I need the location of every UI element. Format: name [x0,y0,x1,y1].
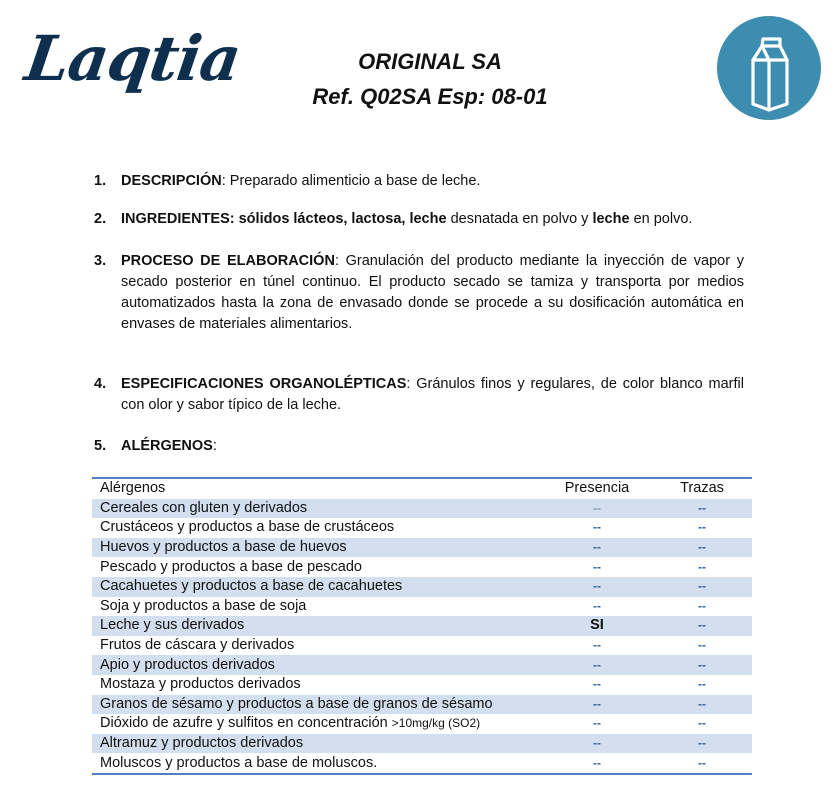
section-title: ALÉRGENOS [121,438,213,454]
presence-value: -- [542,577,652,597]
presence-value: -- [542,538,652,558]
table-row [92,675,752,695]
section-title: DESCRIPCIÓN [121,173,222,189]
table-row [92,538,752,558]
table-row [92,577,752,597]
traces-value: -- [652,538,752,558]
table-row [92,557,752,577]
section-description: 1. DESCRIPCIÓN: Preparado alimenticio a base de leche. [94,171,744,192]
allergen-name: Cacahuetes y productos a base de cacahuetes [92,577,542,597]
traces-value: -- [698,755,706,770]
table-row [92,695,752,715]
traces-value: -- [652,655,752,675]
section-process: 3. PROCESO DE ELABORACIÓN: Granulación del producto mediante la inyección de vapor y secado posterior en túnel continuo. El producto secado se tamiza y transporta por medios automatizados hasta la zona de envasado donde se procede a su dosificación automática en envases de materiales alimentarios. [94,253,744,332]
presence-value: -- [593,638,601,653]
document-title [270,44,590,114]
table-row [92,597,752,617]
traces-value: -- [698,598,706,613]
table-row [92,753,752,774]
traces-value: -- [698,638,706,653]
allergen-name: Apio y productos derivados [92,655,542,675]
section-number: 4. [94,376,107,392]
section-body: Gránulos finos y regulares, de color blanco marfil con olor y sabor típico de la leche. [121,376,744,413]
section-ingredients: 2. INGREDIENTES: sólidos lácteos, lactosa, leche desnatada en polvo y leche en polvo. [94,209,744,230]
section-number: 5. [94,438,107,454]
presence-value: -- [593,755,601,770]
presence-value: -- [542,734,652,754]
allergen-name: Frutos de cáscara y derivados [100,637,295,654]
presence-value: -- [593,716,601,731]
product-badge [717,16,821,120]
section-title: INGREDIENTES: [121,211,235,227]
table-row [92,714,752,734]
presence-value: -- [593,677,601,692]
allergen-name: Pescado y productos a base de pescado [100,558,362,575]
table-header-row [92,478,752,499]
traces-value: -- [698,520,706,535]
section-title: ESPECIFICACIONES ORGANOLÉPTICAS [121,376,407,392]
presence-value: -- [593,559,601,574]
presence-value: -- [593,598,601,613]
traces-value: -- [698,559,706,574]
allergen-name: Granos de sésamo y productos a base de granos de sésamo [92,695,542,715]
milk-carton-icon [717,16,821,120]
section-number: 1. [94,173,107,189]
traces-value: -- [652,616,752,636]
allergen-name: Crustáceos y productos a base de crustáceos [100,519,395,536]
allergen-name: Mostaza y productos derivados [100,676,301,693]
section-body: Granulación del producto mediante la inyección de vapor y secado posterior en túnel continuo. El producto secado se tamiza y transporta por medios automatizados hasta la zona de envasado donde se procede a su dosificación automática en envases de materiales alimentarios. [121,253,744,332]
traces-value: -- [652,577,752,597]
brand-logo: Laqtia [20,22,245,95]
presence-value: SI [542,616,652,636]
presence-value: -- [542,499,652,519]
section-number: 3. [94,253,107,269]
allergen-name: Soja y productos a base de soja [100,597,307,614]
section-organoleptic: 4. ESPECIFICACIONES ORGANOLÉPTICAS: Gránulos finos y regulares, de color blanco marfil con olor y sabor típico de la leche. [94,376,744,413]
presence-value: -- [593,520,601,535]
allergen-name: Dióxido de azufre y sulfitos en concentración >10mg/kg (SO2) [100,715,481,732]
section-number: 2. [94,211,107,227]
table-row [92,655,752,675]
reference-code: Ref. Q02SA Esp: 08-01 [312,84,548,109]
table-row [92,499,752,519]
table-row [92,518,752,538]
traces-value: -- [652,734,752,754]
allergen-name: Leche y sus derivados [92,616,542,636]
table-row [92,734,752,754]
section-title: PROCESO DE ELABORACIÓN [121,253,335,269]
allergen-name: Cereales con gluten y derivados [92,499,542,519]
allergen-name: Moluscos y productos a base de moluscos. [100,754,378,771]
traces-value: -- [698,677,706,692]
presence-value: -- [542,655,652,675]
traces-value: -- [698,716,706,731]
allergen-table [92,477,752,775]
allergen-name: Altramuz y productos derivados [92,734,542,754]
column-header-traces: Trazas [680,480,724,497]
traces-value: -- [652,695,752,715]
section-body: Preparado alimenticio a base de leche. [225,173,481,189]
product-name: ORIGINAL SA [358,49,502,74]
section-allergens: 5. ALÉRGENOS: [94,436,744,457]
column-header-allergen: Alérgenos [100,480,166,497]
traces-value: -- [652,499,752,519]
allergen-name: Huevos y productos a base de huevos [92,538,542,558]
table-row [92,616,752,636]
column-header-presence: Presencia [564,480,630,497]
table-row [92,636,752,656]
presence-value: -- [542,695,652,715]
